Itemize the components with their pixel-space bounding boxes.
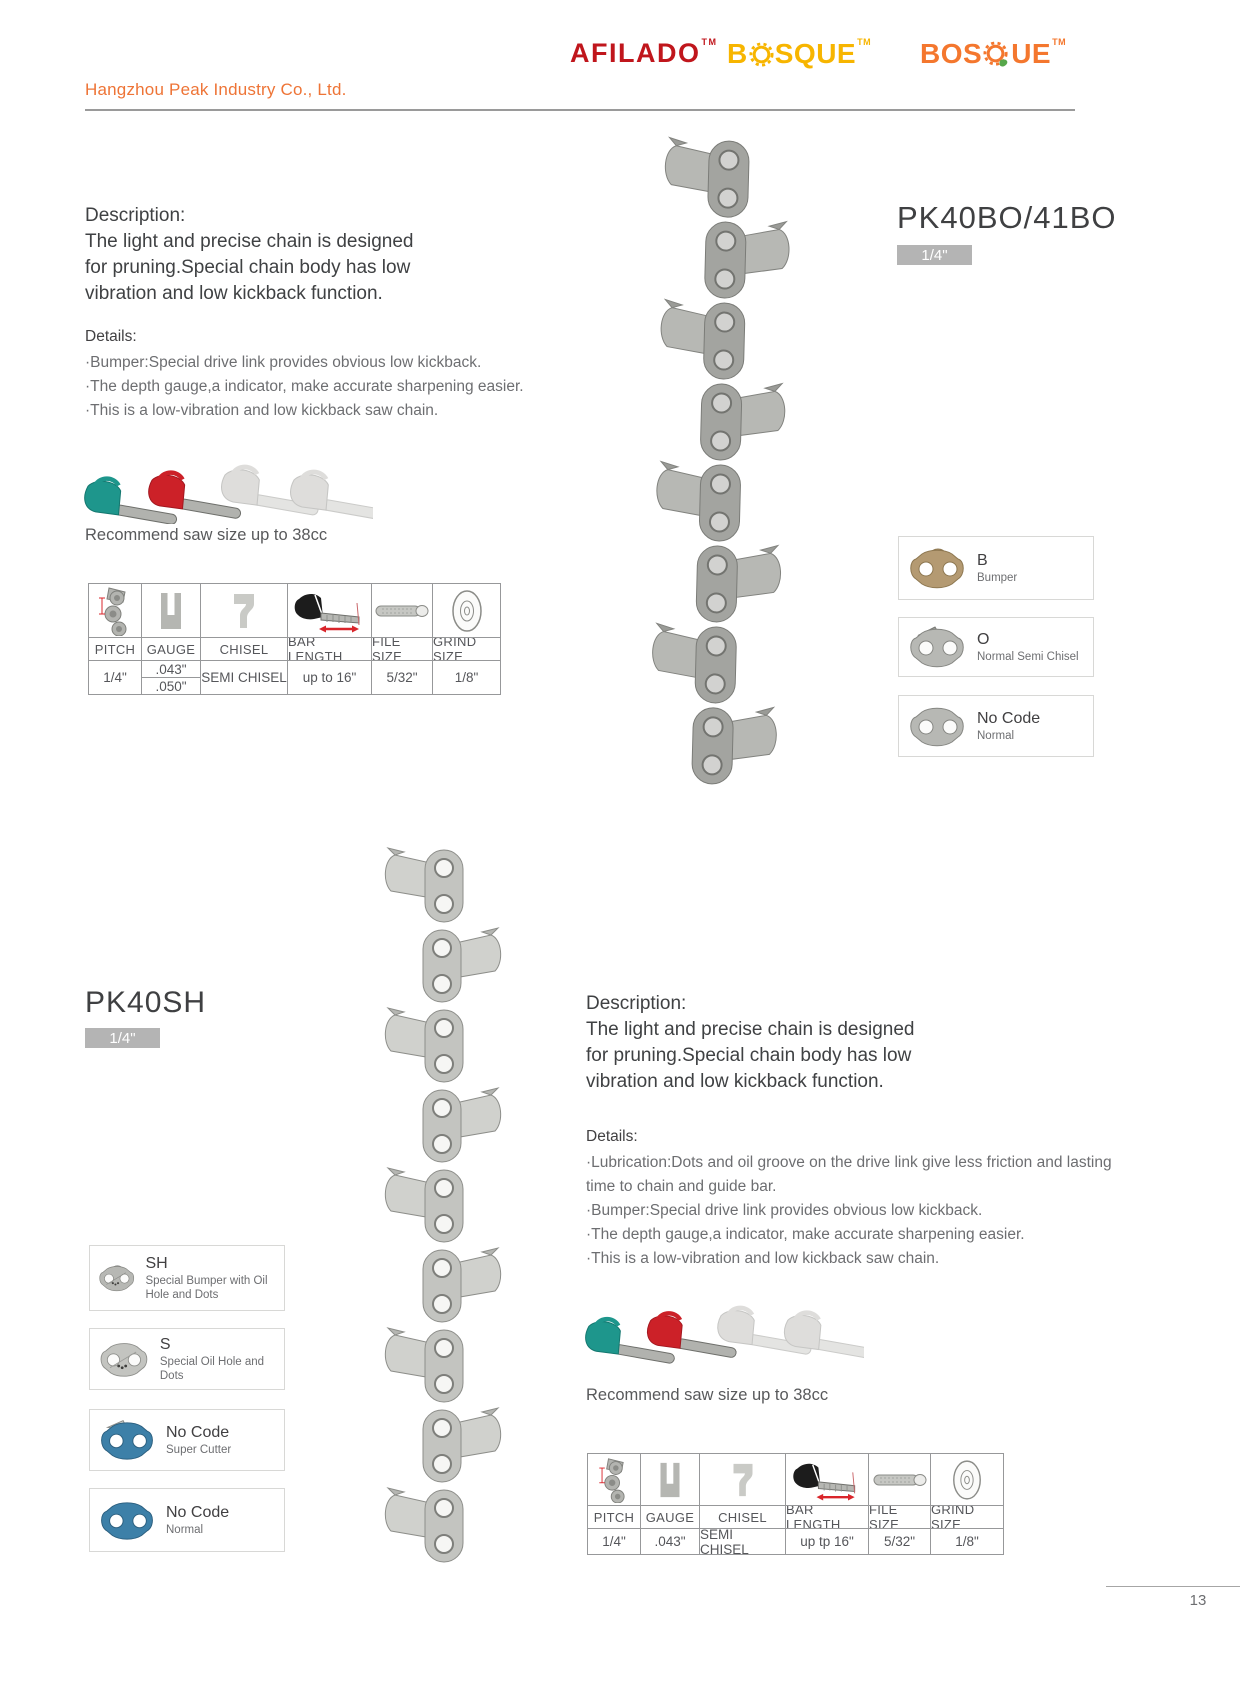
- col-header-grind-size: GRIND SIZE: [433, 638, 501, 661]
- option-code: O: [977, 630, 990, 648]
- footer-divider: [1106, 1586, 1240, 1587]
- grind-size-value: 1/8": [433, 661, 501, 695]
- recommend-text: Recommend saw size up to 38cc: [85, 526, 328, 544]
- trademark-symbol: TM: [1052, 37, 1067, 47]
- brand-bosque-orange-logo: [920, 37, 1067, 69]
- semi-chisel-link-image: [905, 625, 969, 669]
- bar-length-icon: [288, 584, 372, 638]
- details-top: [85, 328, 557, 423]
- file-size-value: 5/32": [372, 661, 433, 695]
- page-number: 13: [1189, 1592, 1207, 1609]
- option-label: Super Cutter: [166, 1443, 232, 1456]
- pitch-badge-top: 1/4": [897, 245, 972, 265]
- super-cutter-link-image: [96, 1418, 158, 1462]
- col-header-bar-length: BAR LENGTH: [288, 638, 372, 661]
- brand-bosque-orange-text-post: UE: [1011, 38, 1052, 69]
- trademark-symbol: TM: [701, 37, 718, 47]
- brand-bosque-gold-text-pre: B: [727, 38, 748, 69]
- grind-size-icon: [931, 1454, 1004, 1506]
- option-label: Special Oil Hole and Dots: [159, 1356, 265, 1382]
- pitch-icon: [588, 1454, 641, 1506]
- description-line: vibration and low kickback function.: [586, 1071, 884, 1092]
- col-header-file-size: FILE SIZE: [869, 1506, 931, 1529]
- details-item: ·This is a low-vibration and low kickback saw chain.: [586, 1250, 940, 1267]
- description-line: for pruning.Special chain body has low: [85, 257, 411, 278]
- spec-table-bottom: [587, 1453, 1004, 1555]
- col-header-chisel: CHISEL: [201, 638, 288, 661]
- option-code: No Code: [977, 709, 1041, 727]
- brand-afilado-logo: [570, 37, 718, 68]
- option-code: No Code: [166, 1423, 230, 1441]
- description-line: The light and precise chain is designed: [85, 231, 414, 252]
- gauge-value: [142, 661, 201, 695]
- faded-chainsaw-graphic: [782, 1309, 864, 1361]
- col-header-gauge: GAUGE: [142, 638, 201, 661]
- option-label: Normal: [166, 1523, 204, 1536]
- gauge-icon: [142, 584, 201, 638]
- option-box-normal-blue: [89, 1488, 285, 1552]
- chainsaw-size-illustration: [584, 1300, 864, 1364]
- chisel-value: SEMI CHISEL: [700, 1529, 786, 1555]
- description-title: Description:: [85, 205, 186, 226]
- col-header-pitch: PITCH: [588, 1506, 641, 1529]
- option-code: S: [159, 1336, 171, 1353]
- gear-icon: [749, 42, 774, 67]
- option-code: SH: [145, 1255, 168, 1272]
- gauge-icon: [641, 1454, 700, 1506]
- option-label: Normal: [977, 729, 1015, 742]
- model-title-top: PK40BO/41BO: [897, 200, 1117, 235]
- option-box-super-cutter: [89, 1409, 285, 1471]
- chain-product-image-bottom: [378, 845, 508, 1567]
- chisel-icon: [700, 1454, 786, 1506]
- file-size-value: 5/32": [869, 1529, 931, 1555]
- trademark-symbol: TM: [857, 37, 872, 47]
- gauge-value-top: .043": [142, 661, 200, 678]
- col-header-pitch: PITCH: [89, 638, 142, 661]
- leaf-icon: [1000, 59, 1008, 66]
- description-title: Description:: [586, 993, 687, 1014]
- pitch-icon: [89, 584, 142, 638]
- bar-length-value: up tp 16": [786, 1529, 869, 1555]
- details-title: Details:: [586, 1128, 638, 1145]
- normal-link-image: [905, 704, 969, 748]
- col-header-gauge: GAUGE: [641, 1506, 700, 1529]
- details-bottom: [586, 1128, 1142, 1271]
- col-header-chisel: CHISEL: [700, 1506, 786, 1529]
- s-link-image: [96, 1337, 152, 1381]
- option-label: Normal Semi Chisel: [977, 650, 1079, 663]
- bar-length-icon: [786, 1454, 869, 1506]
- chain-product-image-top: [639, 134, 801, 793]
- grind-size-value: 1/8": [931, 1529, 1004, 1555]
- option-code: No Code: [166, 1503, 230, 1521]
- option-label: Bumper: [977, 571, 1018, 584]
- description-line: The light and precise chain is designed: [586, 1019, 915, 1040]
- recommend-text: Recommend saw size up to 38cc: [586, 1386, 829, 1404]
- gear-leaf-icon: [983, 41, 1010, 68]
- option-code: B: [977, 551, 988, 569]
- normal-blue-link-image: [96, 1498, 158, 1542]
- option-box-bumper: [898, 536, 1094, 600]
- pitch-badge-bottom: 1/4": [85, 1028, 160, 1048]
- model-title-bottom: PK40SH: [85, 986, 207, 1019]
- bar-length-value: up to 16": [288, 661, 372, 695]
- details-item: ·Lubrication:Dots and oil groove on the drive link give less friction and lasting time to chain and guide bar.: [586, 1154, 1112, 1195]
- description-line: for pruning.Special chain body has low: [586, 1045, 912, 1066]
- details-item: ·The depth gauge,a indicator, make accurate sharpening easier.: [586, 1226, 1025, 1243]
- gauge-value-bottom: .050": [155, 678, 187, 694]
- description-top: [85, 203, 525, 307]
- brand-bosque-gold-logo: [727, 37, 872, 69]
- details-item: ·The depth gauge,a indicator, make accurate sharpening easier.: [85, 378, 524, 395]
- file-size-icon: [869, 1454, 931, 1506]
- col-header-grind-size: GRIND SIZE: [931, 1506, 1004, 1529]
- chainsaw-size-illustration: [83, 460, 373, 524]
- bumper-link-image: [905, 546, 969, 590]
- file-size-icon: [372, 584, 433, 638]
- pitch-value: 1/4": [89, 661, 142, 695]
- grind-size-icon: [433, 584, 501, 638]
- header-divider: [85, 109, 1075, 111]
- brand-bosque-gold-text-post: SQUE: [774, 38, 857, 69]
- details-title: Details:: [85, 328, 137, 345]
- chisel-icon: [201, 584, 288, 638]
- option-box-sh: [89, 1245, 285, 1311]
- details-item: ·Bumper:Special drive link provides obvious low kickback.: [586, 1202, 983, 1219]
- company-name: Hangzhou Peak Industry Co., Ltd.: [85, 80, 347, 99]
- brand-afilado-text: AFILADO: [570, 38, 701, 68]
- option-label: Special Bumper with Oil Hole and Dots: [145, 1275, 268, 1301]
- brand-bosque-orange-text-pre: BOS: [920, 38, 983, 69]
- sh-link-image: [96, 1256, 137, 1300]
- col-header-file-size: FILE SIZE: [372, 638, 433, 661]
- option-box-s: [89, 1328, 285, 1390]
- details-item: ·Bumper:Special drive link provides obvious low kickback.: [85, 354, 482, 371]
- description-bottom: [586, 991, 1056, 1095]
- col-header-bar-length: BAR LENGTH: [786, 1506, 869, 1529]
- option-box-normal: [898, 695, 1094, 757]
- spec-table-top: [88, 583, 501, 695]
- description-line: vibration and low kickback function.: [85, 283, 383, 304]
- chisel-value: SEMI CHISEL: [201, 661, 288, 695]
- gauge-value: .043": [641, 1529, 700, 1555]
- details-item: ·This is a low-vibration and low kickback saw chain.: [85, 402, 439, 419]
- option-box-semi-chisel: [898, 617, 1094, 677]
- faded-chainsaw-graphic: [288, 468, 373, 521]
- pitch-value: 1/4": [588, 1529, 641, 1555]
